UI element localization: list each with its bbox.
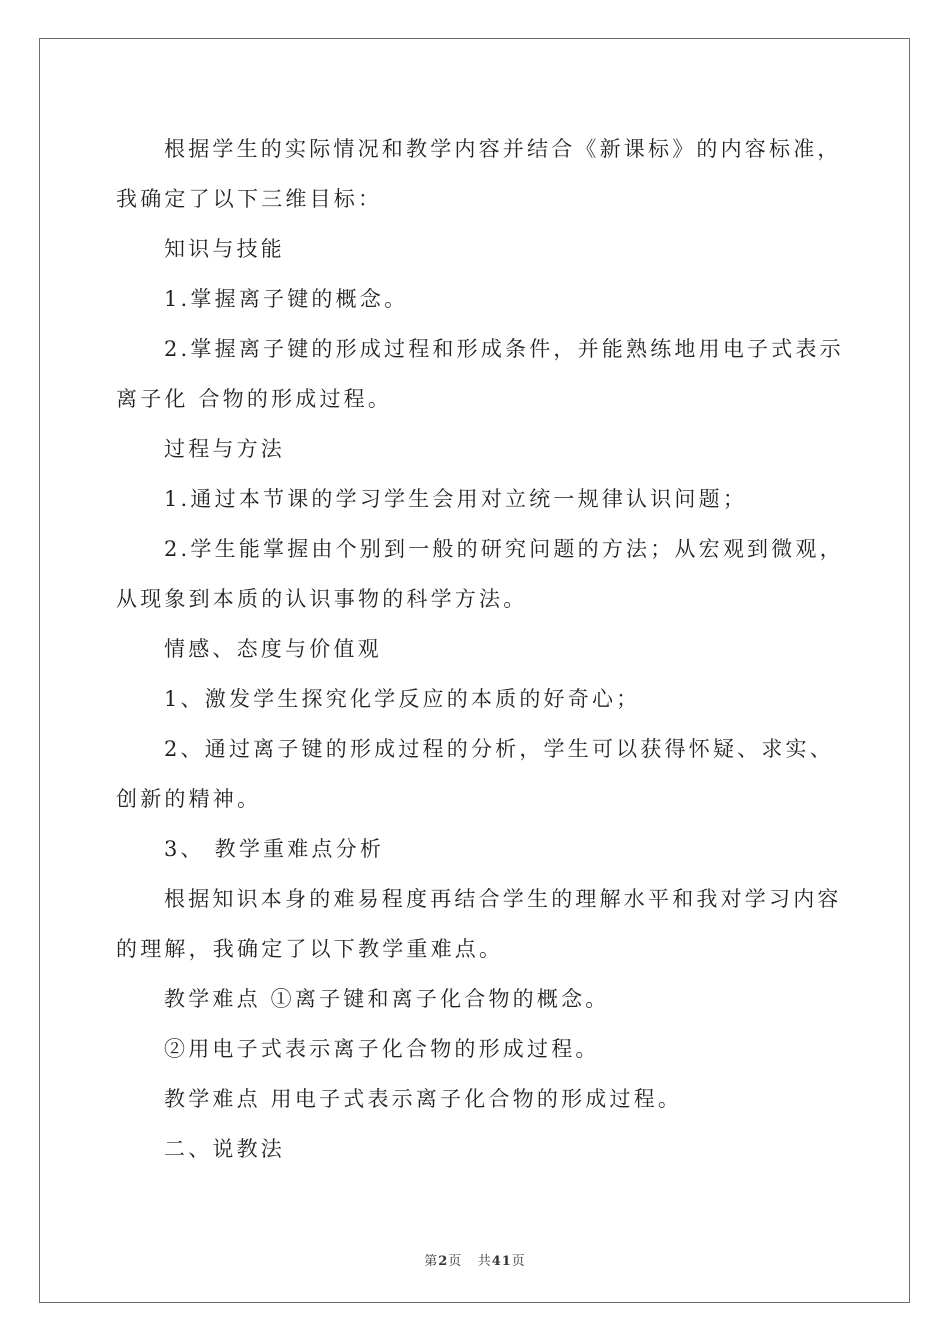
page-footer (0, 1250, 950, 1269)
heading-emotion-attitude-values: 情感、态度与价值观 (164, 637, 382, 661)
paragraph: 根据知识本身的难易程度再结合学生的理解水平和我对学习内容 的理解，我确定了以下教学重难点。 (116, 887, 842, 961)
heading-key-difficult-points: 3、 教学重难点分析 (164, 837, 385, 861)
heading-process-method: 过程与方法 (164, 437, 285, 461)
list-item: 2、通过离子键的形成过程的分析，学生可以获得怀疑、求实、 创新的精神。 (116, 737, 834, 811)
paragraph: ②用电子式表示离子化合物的形成过程。 (164, 1037, 600, 1061)
page-suffix: 页 (448, 1254, 463, 1269)
page-number: 2 (438, 1254, 449, 1269)
heading-knowledge-skills: 知识与技能 (164, 237, 285, 261)
list-item: 1.掌握离子键的概念。 (164, 287, 409, 311)
total-suffix: 页 (511, 1254, 526, 1269)
list-item: 1、激发学生探究化学反应的本质的好奇心； (164, 687, 641, 711)
paragraph: 根据学生的实际情况和教学内容并结合《新课标》的内容标准， 我确定了以下三维目标： (116, 137, 842, 211)
page-prefix: 第 (424, 1254, 439, 1269)
total-pages: 41 (491, 1254, 512, 1269)
total-prefix: 共 (477, 1254, 492, 1269)
list-item: 1.通过本节课的学习学生会用对立统一规律认识问题； (164, 487, 748, 511)
list-item: 2.掌握离子键的形成过程和形成条件，并能熟练地用电子式表示 离子化 合物的形成过程。 (116, 337, 844, 411)
heading-teaching-method: 二、说教法 (164, 1137, 285, 1161)
list-item: 2.学生能掌握由个别到一般的研究问题的方法；从宏观到微观， 从现象到本质的认识事物的科学方法。 (116, 537, 844, 611)
paragraph: 教学难点 ①离子键和离子化合物的概念。 (164, 987, 610, 1011)
paragraph: 教学难点 用电子式表示离子化合物的形成过程。 (164, 1087, 683, 1111)
document-body (116, 124, 844, 1174)
